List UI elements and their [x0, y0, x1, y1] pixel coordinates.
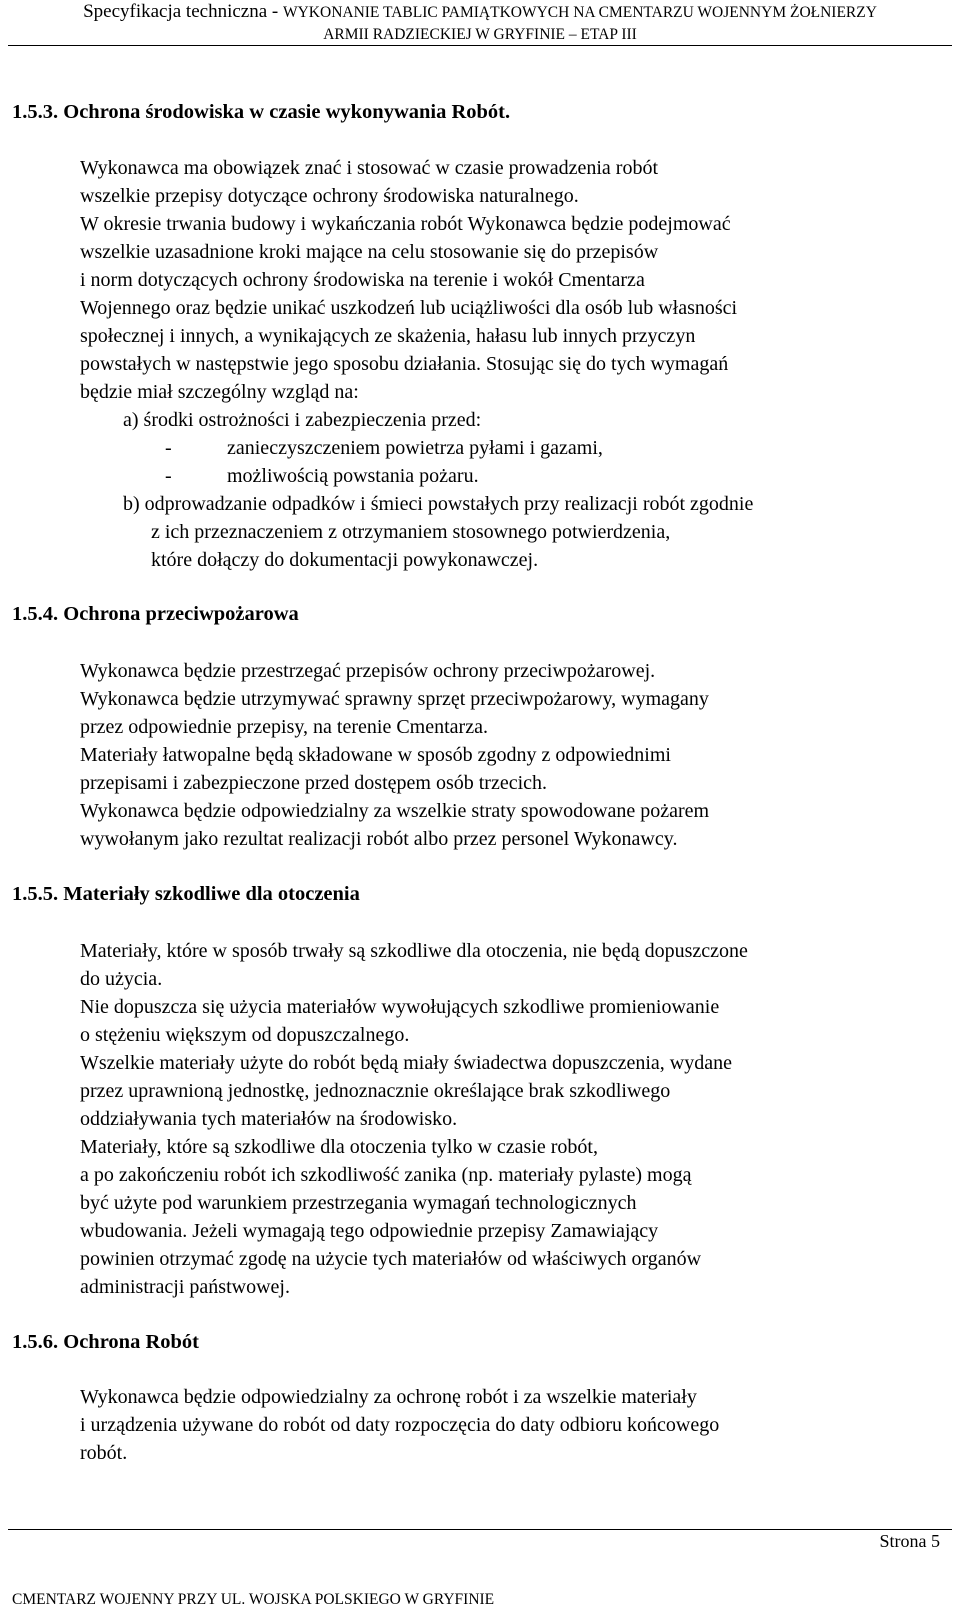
- list-subitem: zanieczyszczeniem powietrza pyłami i gazami,: [227, 437, 603, 459]
- page-number: Strona 5: [879, 1531, 940, 1551]
- paragraph-line: Wykonawca będzie utrzymywać sprawny sprzęt przeciwpożarowy, wymagany: [80, 688, 709, 710]
- header-prefix: Specyfikacja techniczna -: [83, 1, 283, 22]
- header-line-2: ARMII RADZIECKIEJ W GRYFINIE – ETAP III: [323, 26, 637, 43]
- paragraph-line: Wykonawca będzie przestrzegać przepisów ochrony przeciwpożarowej.: [80, 660, 656, 682]
- paragraph-line: Nie dopuszcza się użycia materiałów wywołujących szkodliwe promieniowanie: [80, 996, 720, 1018]
- section-heading-155: 1.5.5. Materiały szkodliwe dla otoczenia: [12, 883, 360, 905]
- paragraph-line: i urządzenia używane do robót od daty rozpoczęcia do daty odbioru końcowego: [80, 1414, 720, 1436]
- paragraph-line: wywołanym jako rezultat realizacji robót albo przez personel Wykonawcy.: [80, 828, 678, 850]
- section-heading-154: 1.5.4. Ochrona przeciwpożarowa: [12, 603, 299, 625]
- paragraph-line: Wszelkie materiały użyte do robót będą miały świadectwa dopuszczenia, wydane: [80, 1052, 732, 1074]
- list-dash: -: [165, 437, 172, 459]
- paragraph-line: Materiały łatwopalne będą składowane w sposób zgodny z odpowiednimi: [80, 744, 671, 766]
- paragraph-line: przepisami i zabezpieczone przed dostępem osób trzecich.: [80, 772, 548, 794]
- paragraph-line: Wykonawca będzie odpowiedzialny za ochronę robót i za wszelkie materiały: [80, 1386, 697, 1408]
- paragraph-line: Materiały, które są szkodliwe dla otoczenia tylko w czasie robót,: [80, 1136, 598, 1158]
- paragraph-line: wszelkie uzasadnione kroki mające na celu stosowanie się do przepisów: [80, 241, 659, 263]
- paragraph-line: być użyte pod warunkiem przestrzegania wymagań technologicznych: [80, 1192, 637, 1214]
- section-heading-156: 1.5.6. Ochrona Robót: [12, 1331, 199, 1353]
- paragraph-line: wbudowania. Jeżeli wymagają tego odpowiednie przepisy Zamawiający: [80, 1220, 659, 1242]
- list-item-b: b) odprowadzanie odpadków i śmieci powstałych przy realizacji robót zgodnie: [123, 493, 754, 515]
- paragraph-line: do użycia.: [80, 968, 163, 990]
- paragraph-line: przez odpowiednie przepisy, na terenie Cmentarza.: [80, 716, 488, 738]
- list-dash: -: [165, 465, 172, 487]
- paragraph-line: Wojennego oraz będzie unikać uszkodzeń lub uciążliwości dla osób lub własności: [80, 297, 738, 319]
- paragraph-line: Wykonawca będzie odpowiedzialny za wszelkie straty spowodowane pożarem: [80, 800, 710, 822]
- paragraph-line: oddziaływania tych materiałów na środowisko.: [80, 1108, 458, 1130]
- header-divider: [8, 45, 952, 46]
- header-line-1: [0, 0, 960, 25]
- paragraph-line: W okresie trwania budowy i wykańczania robót Wykonawca będzie podejmować: [80, 213, 731, 235]
- section-heading-153: 1.5.3. Ochrona środowiska w czasie wykonywania Robót.: [12, 101, 511, 123]
- page-footer: CMENTARZ WOJENNY PRZY UL. WOJSKA POLSKIEGO W GRYFINIE: [12, 1591, 495, 1608]
- paragraph-line: wszelkie przepisy dotyczące ochrony środowiska naturalnego.: [80, 185, 579, 207]
- paragraph-line: o stężeniu większym od dopuszczalnego.: [80, 1024, 410, 1046]
- list-item-a: a) środki ostrożności i zabezpieczenia przed:: [123, 409, 482, 431]
- paragraph-line: które dołączy do dokumentacji powykonawczej.: [151, 549, 539, 571]
- paragraph-line: Wykonawca ma obowiązek znać i stosować w czasie prowadzenia robót: [80, 157, 658, 179]
- paragraph-line: i norm dotyczących ochrony środowiska na terenie i wokół Cmentarza: [80, 269, 645, 291]
- paragraph-line: Materiały, które w sposób trwały są szkodliwe dla otoczenia, nie będą dopuszczone: [80, 940, 748, 962]
- paragraph-line: administracji państwowej.: [80, 1276, 290, 1298]
- paragraph-line: a po zakończeniu robót ich szkodliwość zanika (np. materiały pylaste) mogą: [80, 1164, 692, 1186]
- paragraph-line: powinien otrzymać zgodę na użycie tych materiałów od właściwych organów: [80, 1248, 702, 1270]
- paragraph-line: społecznej i innych, a wynikających ze skażenia, hałasu lub innych przyczyn: [80, 325, 696, 347]
- header-title: WYKONANIE TABLIC PAMIĄTKOWYCH NA CMENTARZU WOJENNYM ŻOŁNIERZY: [282, 4, 877, 21]
- paragraph-line: robót.: [80, 1442, 128, 1464]
- paragraph-line: przez uprawnioną jednostkę, jednoznacznie określające brak szkodliwego: [80, 1080, 671, 1102]
- paragraph-line: z ich przeznaczeniem z otrzymaniem stosownego potwierdzenia,: [151, 521, 671, 543]
- list-subitem: możliwością powstania pożaru.: [227, 465, 479, 487]
- paragraph-line: powstałych w następstwie jego sposobu działania. Stosując się do tych wymagań: [80, 353, 729, 375]
- paragraph-line: będzie miał szczególny wzgląd na:: [80, 381, 359, 403]
- page-header: [0, 0, 960, 45]
- footer-divider: [8, 1529, 952, 1530]
